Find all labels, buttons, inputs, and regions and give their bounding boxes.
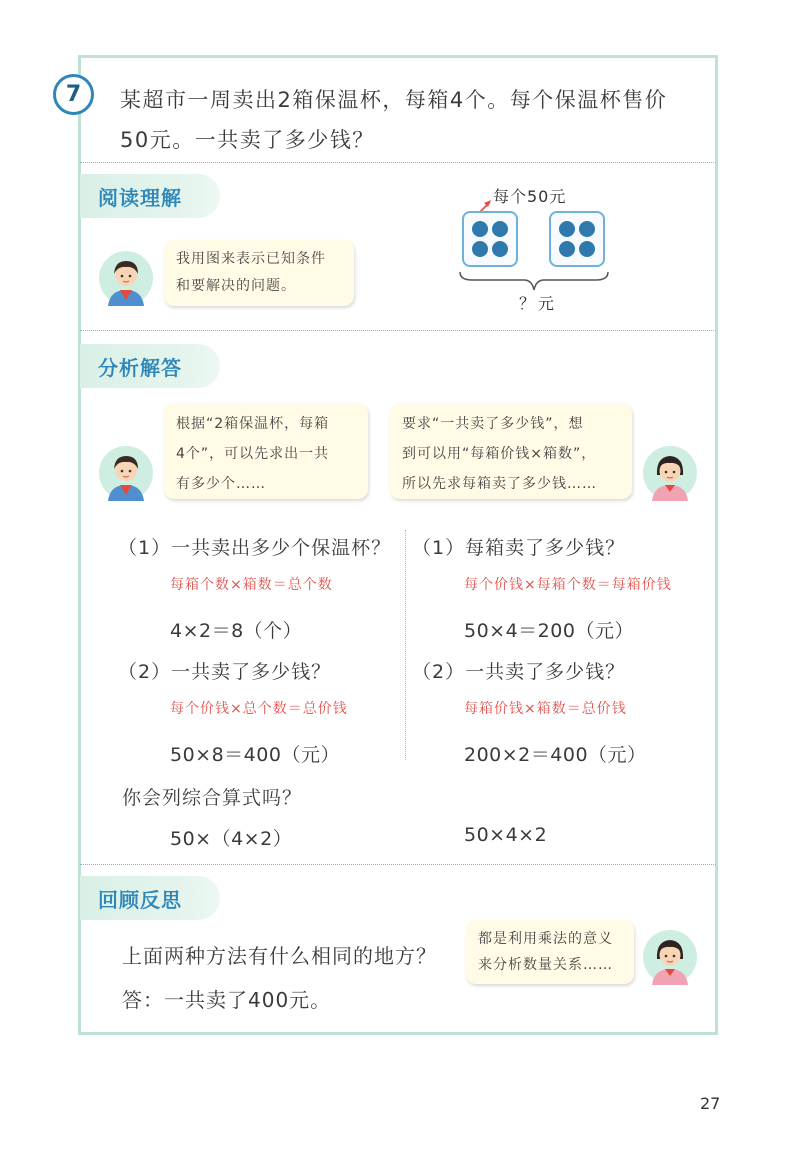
analysis-left-bubble-line-1: 根据“2箱保温杯，每箱 (176, 416, 330, 432)
section-review-title: 回顾反思 (80, 876, 220, 920)
analysis-right-bubble-line-3: 所以先求每箱卖了多少钱…… (402, 476, 597, 492)
problem-line-1: 某超市一周卖出2箱保温杯，每箱4个。每个保温杯售价 (120, 88, 668, 112)
review-speech-bubble (466, 920, 634, 984)
review-question: 上面两种方法有什么相同的地方？ (122, 944, 437, 968)
diagram-brace-icon (458, 270, 610, 292)
left-question-1: （1）一共卖出多少个保温杯？ (118, 537, 392, 559)
diagram-box-1 (462, 211, 518, 267)
diagram-price-label: 每个50元 (493, 187, 567, 206)
reading-speech-bubble (164, 240, 354, 306)
analysis-right-bubble (390, 403, 632, 499)
left-equation-2: 50×8＝400（元） (170, 744, 340, 766)
reading-bubble-line-1: 我用图来表示已知条件 (176, 251, 326, 267)
diagram-total-label: ？元 (519, 294, 558, 313)
problem-number-badge: 7 (53, 74, 94, 115)
right-equation-1: 50×4＝200（元） (464, 620, 634, 642)
right-question-1: （1）每箱卖了多少钱？ (412, 537, 626, 559)
right-question-2: （2）一共卖了多少钱？ (412, 661, 626, 683)
reading-bubble-line-2: 和要解决的问题。 (176, 278, 296, 294)
analysis-right-bubble-line-1: 要求“一共卖了多少钱”，想 (402, 416, 584, 432)
left-relation-1: 每箱个数×箱数＝总个数 (170, 577, 333, 593)
problem-line-2: 50元。一共卖了多少钱？ (120, 128, 375, 152)
combined-right-expression: 50×4×2 (464, 824, 548, 846)
left-question-2: （2）一共卖了多少钱？ (118, 661, 332, 683)
section-analysis-title: 分析解答 (80, 344, 220, 388)
method-separator (405, 530, 406, 760)
page-number: 27 (700, 1094, 721, 1113)
boy-avatar-icon (98, 445, 154, 501)
combined-left-expression: 50×（4×2） (170, 828, 293, 850)
review-bubble-line-1: 都是利用乘法的意义 (478, 931, 613, 947)
analysis-left-bubble (164, 403, 368, 499)
girl-avatar-icon (642, 445, 698, 501)
divider-1 (80, 162, 716, 163)
section-reading-title: 阅读理解 (80, 174, 220, 218)
analysis-right-bubble-line-2: 到可以用“每箱价钱×箱数”， (402, 446, 597, 462)
diagram-box-2 (549, 211, 605, 267)
analysis-left-bubble-line-2: 4个”，可以先求出一共 (176, 446, 330, 462)
review-answer: 答：一共卖了400元。 (122, 988, 332, 1012)
girl-avatar-icon (642, 929, 698, 985)
divider-2 (80, 330, 716, 331)
left-relation-2: 每个价钱×总个数＝总价钱 (170, 701, 348, 717)
boy-avatar-icon (98, 250, 154, 306)
analysis-left-bubble-line-3: 有多少个…… (176, 476, 266, 492)
review-bubble-line-2: 来分析数量关系…… (478, 957, 613, 973)
left-equation-1: 4×2＝8（个） (170, 620, 303, 642)
right-equation-2: 200×2＝400（元） (464, 744, 647, 766)
right-relation-1: 每个价钱×每箱个数＝每箱价钱 (464, 577, 672, 593)
right-relation-2: 每箱价钱×箱数＝总价钱 (464, 701, 627, 717)
divider-3 (80, 864, 716, 865)
combined-question: 你会列综合算式吗？ (122, 787, 303, 809)
